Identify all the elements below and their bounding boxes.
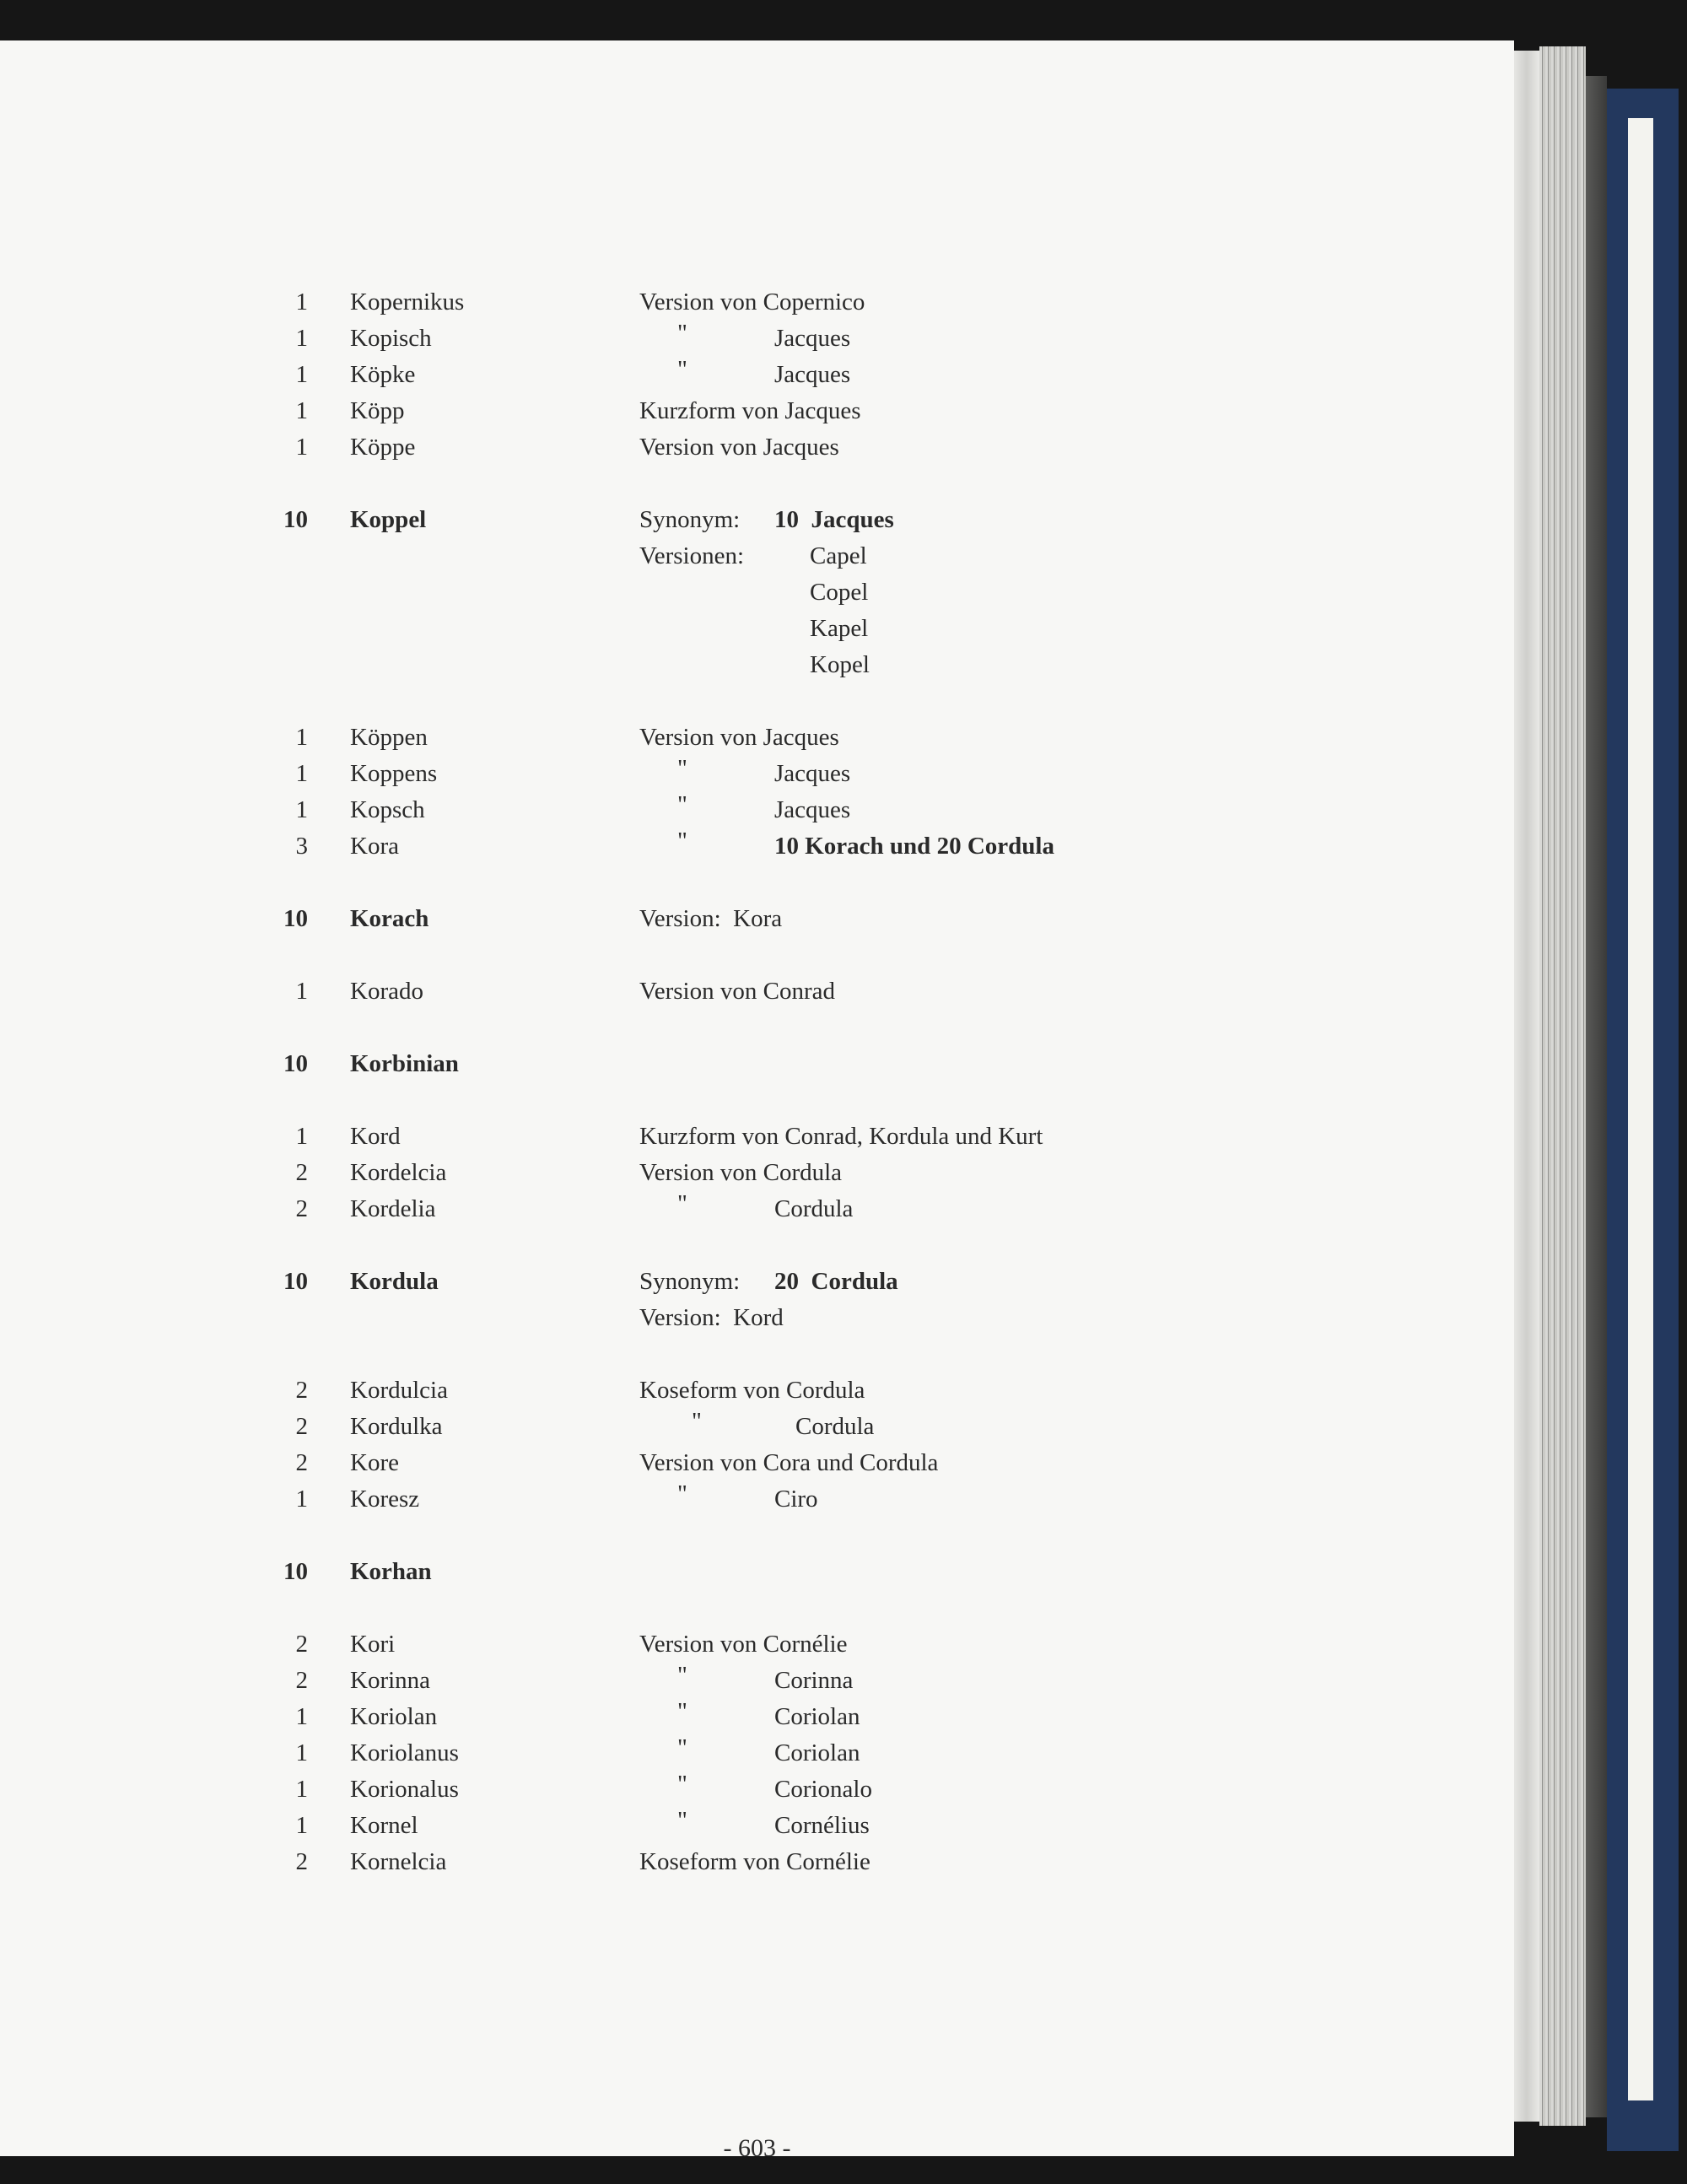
- cover-inner-page: [1628, 118, 1653, 2100]
- list-item: [0, 1192, 1181, 1226]
- entry-count: 1: [295, 796, 308, 823]
- entry-count: 10: [283, 1050, 308, 1077]
- list-item: [0, 974, 1181, 1008]
- entry-count: 1: [295, 1812, 308, 1839]
- list-item: [0, 1156, 1181, 1189]
- list-item: [0, 612, 1181, 645]
- page-stack-edge: [1539, 46, 1586, 2126]
- entry-count: 1: [295, 289, 308, 315]
- ditto-mark: ": [677, 828, 687, 855]
- entry-reference: Coriolan: [774, 1739, 860, 1766]
- entry-description: Version von Jacques: [639, 724, 839, 751]
- entry-name: Kore: [350, 1449, 399, 1476]
- list-item: [0, 1627, 1181, 1661]
- page-stack-edge: [1514, 51, 1539, 2122]
- entry-description: Version: Kord: [639, 1304, 784, 1331]
- entry-count: 1: [295, 1123, 308, 1150]
- entry-reference: Jacques: [774, 361, 851, 388]
- list-item: [0, 1845, 1181, 1879]
- list-item: [0, 1446, 1181, 1480]
- entry-name: Korbinian: [350, 1050, 459, 1077]
- entry-count: 2: [295, 1848, 308, 1875]
- list-item: [0, 1265, 1181, 1298]
- entry-name: Kori: [350, 1631, 396, 1658]
- entry-count: 3: [295, 833, 308, 860]
- entry-label: Synonym:: [639, 506, 741, 533]
- list-item: [0, 902, 1181, 936]
- entry-name: Korinna: [350, 1667, 431, 1694]
- entry-name: Köpke: [350, 361, 416, 388]
- list-item: [0, 430, 1181, 464]
- entry-value: Kapel: [810, 615, 869, 642]
- list-item: [0, 1047, 1181, 1081]
- entry-count: 10: [283, 1268, 308, 1295]
- entry-count: 1: [295, 1776, 308, 1803]
- ditto-mark: ": [677, 1807, 687, 1834]
- entry-count: 2: [295, 1667, 308, 1694]
- entry-name: Kopsch: [350, 796, 425, 823]
- list-item: [0, 1410, 1181, 1443]
- entry-reference: Ciro: [774, 1486, 818, 1513]
- list-item: [0, 1772, 1181, 1806]
- entry-reference: Cornélius: [774, 1812, 870, 1839]
- entry-count: 2: [295, 1631, 308, 1658]
- entry-name: Kopisch: [350, 325, 432, 352]
- ditto-mark: ": [677, 1480, 687, 1507]
- entry-value: 10 Jacques: [774, 506, 894, 533]
- entry-count: 1: [295, 1486, 308, 1513]
- entry-reference: Corionalo: [774, 1776, 872, 1803]
- entry-name: Kornel: [350, 1812, 418, 1839]
- list-item: [0, 648, 1181, 682]
- entry-name: Koriolanus: [350, 1739, 459, 1766]
- entry-count: 1: [295, 1703, 308, 1730]
- ditto-mark: ": [677, 791, 687, 818]
- entry-label: Versionen:: [639, 542, 745, 569]
- entry-count: 2: [295, 1377, 308, 1404]
- entry-count: 1: [295, 397, 308, 424]
- list-item: [0, 358, 1181, 391]
- entry-reference: Jacques: [774, 325, 851, 352]
- ditto-mark: ": [677, 1698, 687, 1725]
- entry-reference: 10 Korach und 20 Cordula: [774, 833, 1054, 860]
- entry-name: Kopernikus: [350, 289, 465, 315]
- entry-value: 20 Cordula: [774, 1268, 898, 1295]
- ditto-mark: ": [677, 320, 687, 347]
- entry-value: Kopel: [810, 651, 870, 678]
- entry-description: Version von Cora und Cordula: [639, 1449, 939, 1476]
- list-item: [0, 1700, 1181, 1734]
- list-item: [0, 720, 1181, 754]
- entry-name: Kordulcia: [350, 1377, 448, 1404]
- list-item: [0, 394, 1181, 428]
- entry-count: 10: [283, 1558, 308, 1585]
- entry-description: Version von Copernico: [639, 289, 865, 315]
- list-item: [0, 1736, 1181, 1770]
- entry-name: Kord: [350, 1123, 401, 1150]
- entry-count: 2: [295, 1413, 308, 1440]
- entry-count: 1: [295, 434, 308, 461]
- list-item: [0, 1555, 1181, 1588]
- entry-count: 2: [295, 1195, 308, 1222]
- entry-label: Synonym:: [639, 1268, 741, 1295]
- entry-name: Köppen: [350, 724, 428, 751]
- ditto-mark: ": [677, 755, 687, 782]
- entry-name: Kordelcia: [350, 1159, 447, 1186]
- entry-name: Korhan: [350, 1558, 432, 1585]
- entry-count: 1: [295, 1739, 308, 1766]
- entry-reference: Jacques: [774, 796, 851, 823]
- entry-name: Koppens: [350, 760, 438, 787]
- entry-name: Koriolan: [350, 1703, 438, 1730]
- entry-count: 1: [295, 724, 308, 751]
- entry-description: Koseform von Cornélie: [639, 1848, 870, 1875]
- list-item: [0, 1301, 1181, 1335]
- entry-description: Kurzform von Jacques: [639, 397, 861, 424]
- list-item: [0, 793, 1181, 827]
- ditto-mark: ": [677, 1662, 687, 1689]
- list-item: [0, 1664, 1181, 1697]
- list-item: [0, 539, 1181, 573]
- entry-count: 1: [295, 361, 308, 388]
- entry-reference: Corinna: [774, 1667, 854, 1694]
- entry-description: Version von Conrad: [639, 978, 835, 1005]
- entry-count: 10: [283, 506, 308, 533]
- entry-reference: Jacques: [774, 760, 851, 787]
- page-number: - 603 -: [723, 2134, 791, 2162]
- entry-reference: Coriolan: [774, 1703, 860, 1730]
- ditto-mark: ": [677, 1771, 687, 1798]
- ditto-mark: ": [677, 1190, 687, 1217]
- entry-count: 10: [283, 905, 308, 932]
- entry-count: 1: [295, 978, 308, 1005]
- ditto-mark: ": [677, 356, 687, 383]
- list-item: [0, 1119, 1181, 1153]
- entry-description: Version: Kora: [639, 905, 783, 932]
- ditto-mark: ": [692, 1408, 702, 1435]
- entry-reference: Cordula: [774, 1195, 854, 1222]
- entry-description: Kurzform von Conrad, Kordula und Kurt: [639, 1123, 1043, 1150]
- entry-name: Korach: [350, 905, 429, 932]
- entry-name: Korado: [350, 978, 423, 1005]
- entry-description: Version von Cornélie: [639, 1631, 848, 1658]
- page-stack-shadow: [1586, 76, 1607, 2117]
- entry-reference: Cordula: [795, 1413, 875, 1440]
- list-item: [0, 1809, 1181, 1842]
- entry-value: Capel: [810, 542, 867, 569]
- list-item: [0, 1482, 1181, 1516]
- entry-name: Koresz: [350, 1486, 420, 1513]
- entry-description: Version von Cordula: [639, 1159, 843, 1186]
- entry-description: Koseform von Cordula: [639, 1377, 865, 1404]
- entry-name: Kordula: [350, 1268, 439, 1295]
- entry-name: Kornelcia: [350, 1848, 447, 1875]
- ditto-mark: ": [677, 1734, 687, 1761]
- entry-name: Köpp: [350, 397, 405, 424]
- entry-name: Kora: [350, 833, 399, 860]
- entry-value: Copel: [810, 579, 869, 606]
- list-item: [0, 503, 1181, 537]
- entry-name: Korionalus: [350, 1776, 459, 1803]
- list-item: [0, 321, 1181, 355]
- entry-count: 2: [295, 1449, 308, 1476]
- list-item: [0, 1373, 1181, 1407]
- list-item: [0, 285, 1181, 319]
- entry-count: 1: [295, 325, 308, 352]
- list-item: [0, 757, 1181, 790]
- entry-count: 2: [295, 1159, 308, 1186]
- entry-count: 1: [295, 760, 308, 787]
- list-item: [0, 829, 1181, 863]
- entry-name: Köppe: [350, 434, 416, 461]
- entry-name: Kordulka: [350, 1413, 443, 1440]
- list-item: [0, 575, 1181, 609]
- entry-name: Kordelia: [350, 1195, 436, 1222]
- entry-description: Version von Jacques: [639, 434, 839, 461]
- entry-name: Koppel: [350, 506, 427, 533]
